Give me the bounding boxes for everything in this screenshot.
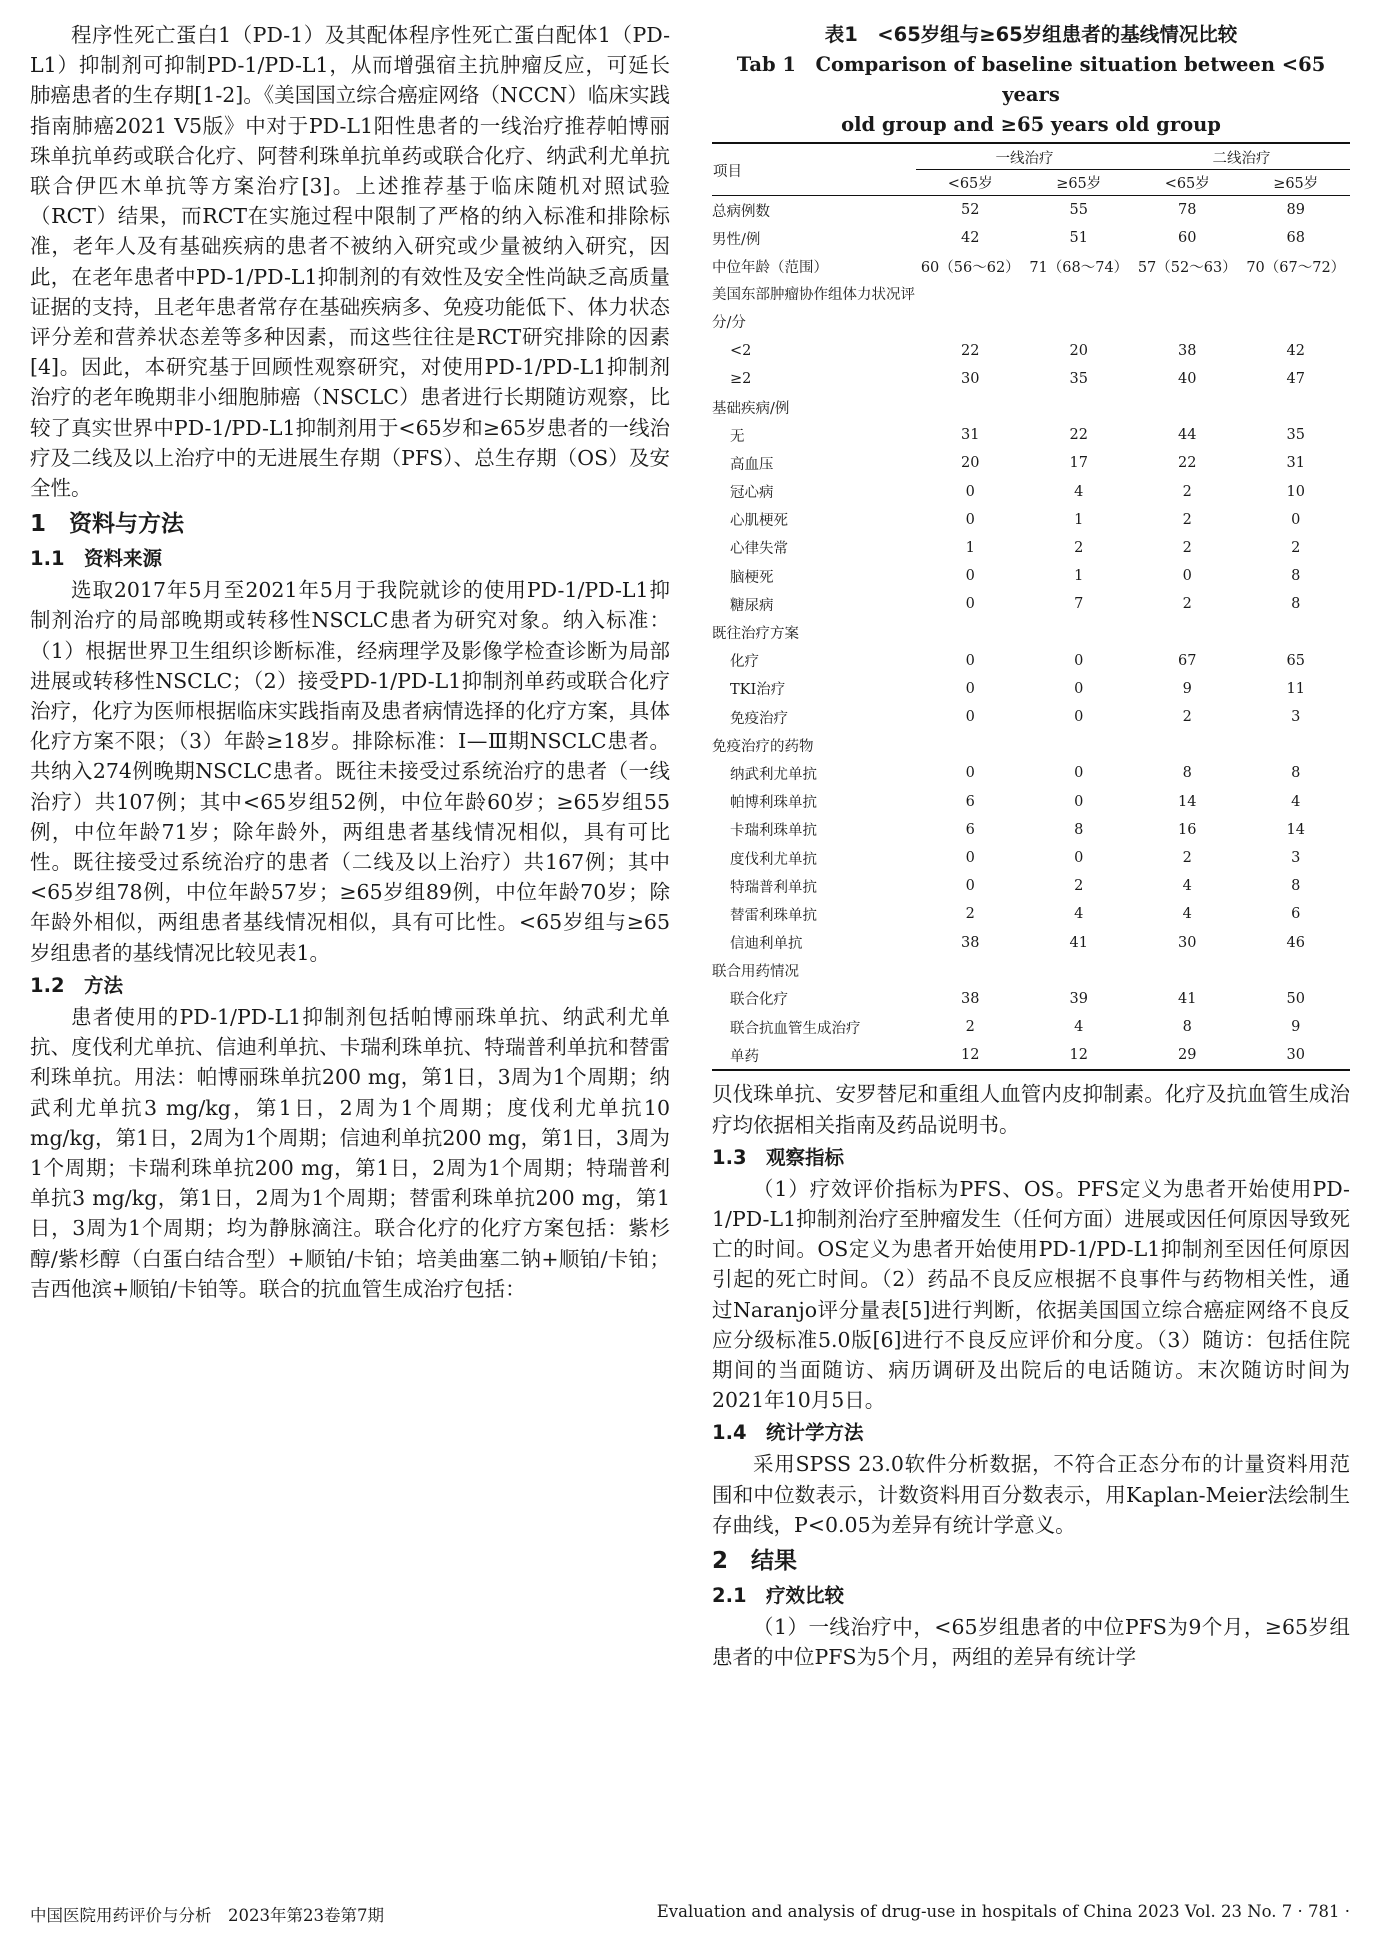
- row-value: 2: [1291, 539, 1301, 556]
- row-value: 70（67～72）: [1246, 259, 1346, 276]
- row-value: 0: [965, 765, 975, 782]
- row-value: 0: [1074, 709, 1084, 726]
- row-value: 4: [1074, 906, 1084, 923]
- table-row: [712, 816, 1350, 844]
- row-value: 89: [1286, 202, 1305, 219]
- row-value: 12: [916, 1041, 1025, 1070]
- table-caption-en-line2: old group and ≥65 years old group: [841, 113, 1221, 136]
- row-value: 7: [1074, 596, 1084, 613]
- table-row: [712, 675, 1350, 703]
- row-label: 高血压: [730, 456, 774, 473]
- row-label: 男性/例: [712, 231, 761, 248]
- row-label: 心肌梗死: [730, 513, 788, 530]
- row-value: [1242, 393, 1351, 421]
- row-label: 帕博利珠单抗: [730, 795, 817, 812]
- row-value: 31: [961, 427, 980, 444]
- table-row: [712, 788, 1350, 816]
- row-value: 14: [1178, 793, 1197, 810]
- table-row: [712, 281, 1350, 337]
- row-value: 9: [1182, 680, 1192, 697]
- row-value: 55: [1069, 202, 1088, 219]
- row-value: 2: [1182, 709, 1192, 726]
- row-value: 2: [1074, 539, 1084, 556]
- row-value: [1242, 618, 1351, 646]
- row-value: [1025, 731, 1134, 759]
- statistics-paragraph: 采用SPSS 23.0软件分析数据，不符合正态分布的计量资料用范围和中位数表示，计数资料用百分数表示，用Kaplan-Meier法绘制生存曲线，P<0.05为差异有统计学意义。: [712, 1452, 1350, 1537]
- row-label: 卡瑞利珠单抗: [730, 823, 817, 840]
- row-value: 11: [1286, 680, 1305, 697]
- row-value: 0: [965, 878, 975, 895]
- row-value: 40: [1178, 370, 1197, 387]
- row-label: 特瑞普利单抗: [730, 879, 817, 896]
- row-value: 60（56～62）: [920, 259, 1020, 276]
- row-value: 8: [1074, 821, 1084, 838]
- row-value: [1133, 618, 1242, 646]
- table-caption-en-line1: Tab 1 Comparison of baseline situation between <65 years: [736, 53, 1326, 106]
- row-label: 美国东部肿瘤协作组体力状况评分/分: [712, 286, 915, 331]
- row-value: [916, 618, 1025, 646]
- row-value: 17: [1069, 455, 1088, 472]
- footer-journal-en: Evaluation and analysis of drug-use in hospitals of China 2023 Vol. 23 No. 7 · 781 ·: [656, 1902, 1350, 1921]
- method-paragraph: 患者使用的PD-1/PD-L1抑制剂包括帕博丽珠单抗、纳武利尤单抗、度伐利尤单抗、信迪利单抗、卡瑞利珠单抗、特瑞普利单抗和替雷利珠单抗。用法：帕博丽珠单抗200 mg，第1日，3周为1个周期；纳武利尤单抗3 mg/kg，第1日，2周为1个周期；度伐利尤单抗10 mg/kg，第1日，2周为1个周期；信迪利单抗200 mg，第1日，3周为1个周期；卡瑞利珠单抗200 mg，第1日，2周为1个周期；特瑞普利单抗3 mg/kg，第1日，2周为1个周期；替雷利珠单抗200 mg，第1日，3周为1个周期；均为静脉滴注。联合化疗的化疗方案包括：紫杉醇/紫杉醇（白蛋白结合型）+顺铂/卡铂；培美曲塞二钠+顺铂/卡铂；吉西他滨+顺铂/卡铂等。联合的抗血管生成治疗包括：: [30, 1004, 670, 1301]
- table-body: [712, 196, 1350, 1071]
- footer-journal-zh: 中国医院用药评价与分析 2023年第23卷第7期: [30, 1906, 384, 1925]
- row-value: [1133, 957, 1242, 985]
- row-value: 68: [1286, 230, 1305, 247]
- row-value: 2: [1182, 483, 1192, 500]
- row-value: 0: [965, 568, 975, 585]
- row-value: 2: [1182, 539, 1192, 556]
- row-value: 29: [1133, 1041, 1242, 1070]
- left-column: [30, 20, 670, 1304]
- row-label: 联合用药情况: [712, 964, 799, 981]
- row-value: 22: [961, 342, 980, 359]
- row-label: 单药: [712, 1041, 916, 1070]
- row-label: 冠心病: [730, 485, 774, 502]
- row-value: 0: [1074, 652, 1084, 669]
- table-row: [712, 929, 1350, 957]
- row-value: 0: [1074, 850, 1084, 867]
- row-value: 8: [1291, 878, 1301, 895]
- row-label: 既往治疗方案: [712, 626, 799, 643]
- row-value: 47: [1286, 370, 1305, 387]
- table-row: [712, 421, 1350, 449]
- row-value: 60: [1178, 230, 1197, 247]
- table-row: [712, 224, 1350, 252]
- table-row: [712, 449, 1350, 477]
- row-value: 6: [1291, 906, 1301, 923]
- table-row: [712, 731, 1350, 759]
- table-row: [712, 478, 1350, 506]
- row-value: 6: [965, 821, 975, 838]
- table-row: [712, 337, 1350, 365]
- table-row: [712, 900, 1350, 928]
- row-value: 30: [1242, 1041, 1351, 1070]
- row-value: [916, 281, 1025, 337]
- row-label: TKI治疗: [730, 682, 786, 699]
- table-row: [712, 252, 1350, 280]
- table-row: [712, 844, 1350, 872]
- header-first-ge65: ≥65岁: [1025, 170, 1134, 196]
- row-value: 51: [1069, 230, 1088, 247]
- row-value: 78: [1178, 202, 1197, 219]
- table-row: [712, 534, 1350, 562]
- table-row: [712, 196, 1350, 225]
- row-value: 71（68～74）: [1029, 259, 1129, 276]
- row-value: 42: [961, 230, 980, 247]
- row-value: 22: [1178, 455, 1197, 472]
- row-value: 2: [1182, 511, 1192, 528]
- row-value: 44: [1178, 427, 1197, 444]
- row-value: 57（52～63）: [1137, 259, 1237, 276]
- row-value: 4: [1291, 793, 1301, 810]
- row-label: 脑梗死: [730, 569, 774, 586]
- row-label: 心律失常: [730, 541, 788, 558]
- row-value: 52: [961, 202, 980, 219]
- header-second-lt65: <65岁: [1133, 170, 1242, 196]
- row-value: 65: [1286, 652, 1305, 669]
- row-value: 1: [1074, 511, 1084, 528]
- table-row: [712, 393, 1350, 421]
- row-label: 免疫治疗: [730, 710, 788, 727]
- efficacy-paragraph: （1）一线治疗中，<65岁组患者的中位PFS为9个月，≥65岁组患者的中位PFS为5个月，两组的差异有统计学: [712, 1615, 1350, 1670]
- row-value: 2: [965, 1019, 975, 1036]
- row-value: [1242, 281, 1351, 337]
- row-value: 41: [1178, 990, 1197, 1007]
- row-value: 30: [1178, 934, 1197, 951]
- row-label: 联合化疗: [730, 992, 788, 1009]
- row-value: 2: [1182, 850, 1192, 867]
- table-row: [712, 759, 1350, 787]
- row-value: 8: [1291, 568, 1301, 585]
- row-value: 38: [961, 990, 980, 1007]
- subsection-heading-method: 1.2 方法: [30, 973, 124, 997]
- row-value: [1242, 731, 1351, 759]
- row-value: 8: [1291, 765, 1301, 782]
- row-value: 22: [1069, 427, 1088, 444]
- header-first-line: 一线治疗: [916, 143, 1133, 170]
- row-label: 纳武利尤单抗: [730, 766, 817, 783]
- row-label: ≥2: [730, 370, 752, 387]
- row-label: 糖尿病: [730, 597, 774, 614]
- row-value: 35: [1069, 370, 1088, 387]
- row-value: 16: [1178, 821, 1197, 838]
- row-value: 0: [965, 596, 975, 613]
- table-row: [712, 957, 1350, 985]
- row-value: 2: [1074, 878, 1084, 895]
- row-value: 0: [965, 680, 975, 697]
- subsection-heading-observation: 1.3 观察指标: [712, 1145, 845, 1169]
- row-value: [1133, 731, 1242, 759]
- row-value: [1025, 957, 1134, 985]
- row-value: [1133, 281, 1242, 337]
- row-value: 1: [965, 539, 975, 556]
- row-value: 42: [1286, 342, 1305, 359]
- row-value: 1: [1074, 568, 1084, 585]
- row-label: 信迪利单抗: [730, 936, 803, 953]
- row-value: 10: [1286, 483, 1305, 500]
- row-value: [1025, 281, 1134, 337]
- row-value: 0: [1074, 680, 1084, 697]
- row-value: [1025, 393, 1134, 421]
- table-row: [712, 618, 1350, 646]
- subsection-heading-efficacy: 2.1 疗效比较: [712, 1584, 845, 1608]
- row-label: 无: [730, 428, 745, 445]
- row-value: [916, 731, 1025, 759]
- row-value: 6: [965, 793, 975, 810]
- row-value: 0: [965, 483, 975, 500]
- row-value: 39: [1069, 990, 1088, 1007]
- subsection-heading-statistics: 1.4 统计学方法: [712, 1421, 864, 1445]
- row-value: 14: [1286, 821, 1305, 838]
- right-column: [712, 20, 1350, 1672]
- intro-paragraph: 程序性死亡蛋白1（PD-1）及其配体程序性死亡蛋白配体1（PD-L1）抑制剂可抑制PD-1/PD-L1，从而增强宿主抗肿瘤反应，可延长肺癌患者的生存期[1-2]。《美国国立综合癌症网络（NCCN）临床实践指南肺癌2021 V5版》中对于PD-L1阳性患者的一线治疗推荐帕博丽珠单抗单药或联合化疗、阿替利珠单抗单药或联合化疗、纳武利尤单抗联合伊匹木单抗等方案治疗[3]。上述推荐基于临床随机对照试验（RCT）结果，而RCT在实施过程中限制了严格的纳入标准和排除标准，老年人及有基础疾病的患者不被纳入研究或少量被纳入研究，因此，在老年患者中PD-1/PD-L1抑制剂的有效性及安全性尚缺乏高质量证据的支持，且老年患者常存在基础疾病多、免疫功能低下、体力状态评分差和营养状态差等多种因素，而这些往往是RCT研究排除的因素[4]。因此，本研究基于回顾性观察研究，对使用PD-1/PD-L1抑制剂治疗的老年晚期非小细胞肺癌（NSCLC）患者进行长期随访观察，比较了真实世界中PD-1/PD-L1抑制剂用于<65岁和≥65岁患者的一线治疗及二线及以上治疗中的无进展生存期（PFS）、总生存期（OS）及安全性。: [30, 23, 670, 501]
- row-value: 4: [1182, 878, 1192, 895]
- row-value: [1025, 618, 1134, 646]
- row-value: 4: [1074, 483, 1084, 500]
- baseline-table: [712, 142, 1350, 1071]
- table-row: [712, 703, 1350, 731]
- row-value: 20: [1069, 342, 1088, 359]
- row-value: 8: [1182, 765, 1192, 782]
- header-second-ge65: ≥65岁: [1242, 170, 1351, 196]
- row-value: 0: [1074, 793, 1084, 810]
- table-row: [712, 1041, 1350, 1070]
- row-value: 31: [1286, 455, 1305, 472]
- row-value: 8: [1182, 1019, 1192, 1036]
- row-value: [1133, 393, 1242, 421]
- row-value: 41: [1069, 934, 1088, 951]
- row-value: 0: [1074, 765, 1084, 782]
- row-value: 0: [965, 652, 975, 669]
- row-value: 30: [961, 370, 980, 387]
- section-heading-results: 2 结果: [712, 1548, 798, 1575]
- row-value: 4: [1074, 1019, 1084, 1036]
- row-value: [916, 393, 1025, 421]
- table-row: [712, 365, 1350, 393]
- row-value: 0: [1182, 568, 1192, 585]
- row-value: 46: [1286, 934, 1305, 951]
- row-label: 中位年龄（范围）: [712, 259, 828, 276]
- row-value: 2: [965, 906, 975, 923]
- row-value: 0: [965, 709, 975, 726]
- row-value: [1242, 957, 1351, 985]
- row-label: 替雷利珠单抗: [730, 907, 817, 924]
- row-value: 38: [961, 934, 980, 951]
- row-label: 化疗: [730, 654, 759, 671]
- table-row: [712, 562, 1350, 590]
- row-value: 35: [1286, 427, 1305, 444]
- row-label: 联合抗血管生成治疗: [730, 1020, 861, 1037]
- table-row: [712, 590, 1350, 618]
- subsection-heading-source: 1.1 资料来源: [30, 547, 163, 571]
- row-value: 3: [1291, 709, 1301, 726]
- table-row: [712, 647, 1350, 675]
- row-value: 9: [1291, 1019, 1301, 1036]
- row-label: 免疫治疗的药物: [712, 738, 814, 755]
- row-label: 总病例数: [712, 203, 770, 220]
- source-paragraph: 选取2017年5月至2021年5月于我院就诊的使用PD-1/PD-L1抑制剂治疗的局部晚期或转移性NSCLC患者为研究对象。纳入标准：（1）根据世界卫生组织诊断标准，经病理学及影像学检查诊断为局部进展或转移性NSCLC；（2）接受PD-1/PD-L1抑制剂单药或联合化疗治疗，化疗为医师根据临床实践指南及患者病情选择的化疗方案，具体化疗方案不限；（3）年龄≥18岁。排除标准：Ⅰ—Ⅲ期NSCLC患者。共纳入274例晚期NSCLC患者。既往未接受过系统治疗的患者（一线治疗）共107例；其中<65岁组52例，中位年龄60岁；≥65岁组55例，中位年龄71岁；除年龄外，两组患者基线情况相似，具有可比性。既往接受过系统治疗的患者（二线及以上治疗）共167例；其中<65岁组78例，中位年龄57岁；≥65岁组89例，中位年龄70岁；除年龄外相似，两组患者基线情况相似，具有可比性。<65岁组与≥65岁组患者的基线情况比较见表1。: [30, 578, 670, 965]
- row-value: 2: [1182, 596, 1192, 613]
- table-row: [712, 985, 1350, 1013]
- header-item: 项目: [712, 143, 916, 196]
- method-continued-paragraph: 贝伐珠单抗、安罗替尼和重组人血管内皮抑制素。化疗及抗血管生成治疗均依据相关指南及药品说明书。: [712, 1082, 1350, 1137]
- table-row: [712, 872, 1350, 900]
- row-label: 基础疾病/例: [712, 400, 790, 417]
- section-heading-methods: 1 资料与方法: [30, 511, 185, 538]
- observation-paragraph: （1）疗效评价指标为PFS、OS。PFS定义为患者开始使用PD-1/PD-L1抑制剂治疗至肿瘤发生（任何方面）进展或因任何原因导致死亡的时间。OS定义为患者开始使用PD-1/PD-L1抑制剂至因任何原因引起的死亡时间。（2）药品不良反应根据不良事件与药物相关性，通过Naranjo评分量表[5]进行判断，依据美国国立综合癌症网络不良反应分级标准5.0版[6]进行不良反应评价和分度。（3）随访：包括住院期间的当面随访、病历调研及出院后的电话随访。末次随访时间为2021年10月5日。: [712, 1176, 1350, 1413]
- row-value: 8: [1291, 596, 1301, 613]
- row-value: 38: [1178, 342, 1197, 359]
- table-caption-zh: 表1 <65岁组与≥65岁组患者的基线情况比较: [824, 23, 1238, 46]
- row-label: 度伐利尤单抗: [730, 851, 817, 868]
- row-value: 50: [1286, 990, 1305, 1007]
- row-label: <2: [730, 342, 752, 359]
- row-value: 12: [1025, 1041, 1134, 1070]
- row-value: [916, 957, 1025, 985]
- header-first-lt65: <65岁: [916, 170, 1025, 196]
- row-value: 67: [1178, 652, 1197, 669]
- row-value: 20: [961, 455, 980, 472]
- row-value: 0: [1291, 511, 1301, 528]
- row-value: 0: [965, 511, 975, 528]
- table-row: [712, 506, 1350, 534]
- row-value: 0: [965, 850, 975, 867]
- row-value: 4: [1182, 906, 1192, 923]
- header-second-line: 二线治疗: [1133, 143, 1350, 170]
- row-value: 3: [1291, 850, 1301, 867]
- table-row: [712, 1013, 1350, 1041]
